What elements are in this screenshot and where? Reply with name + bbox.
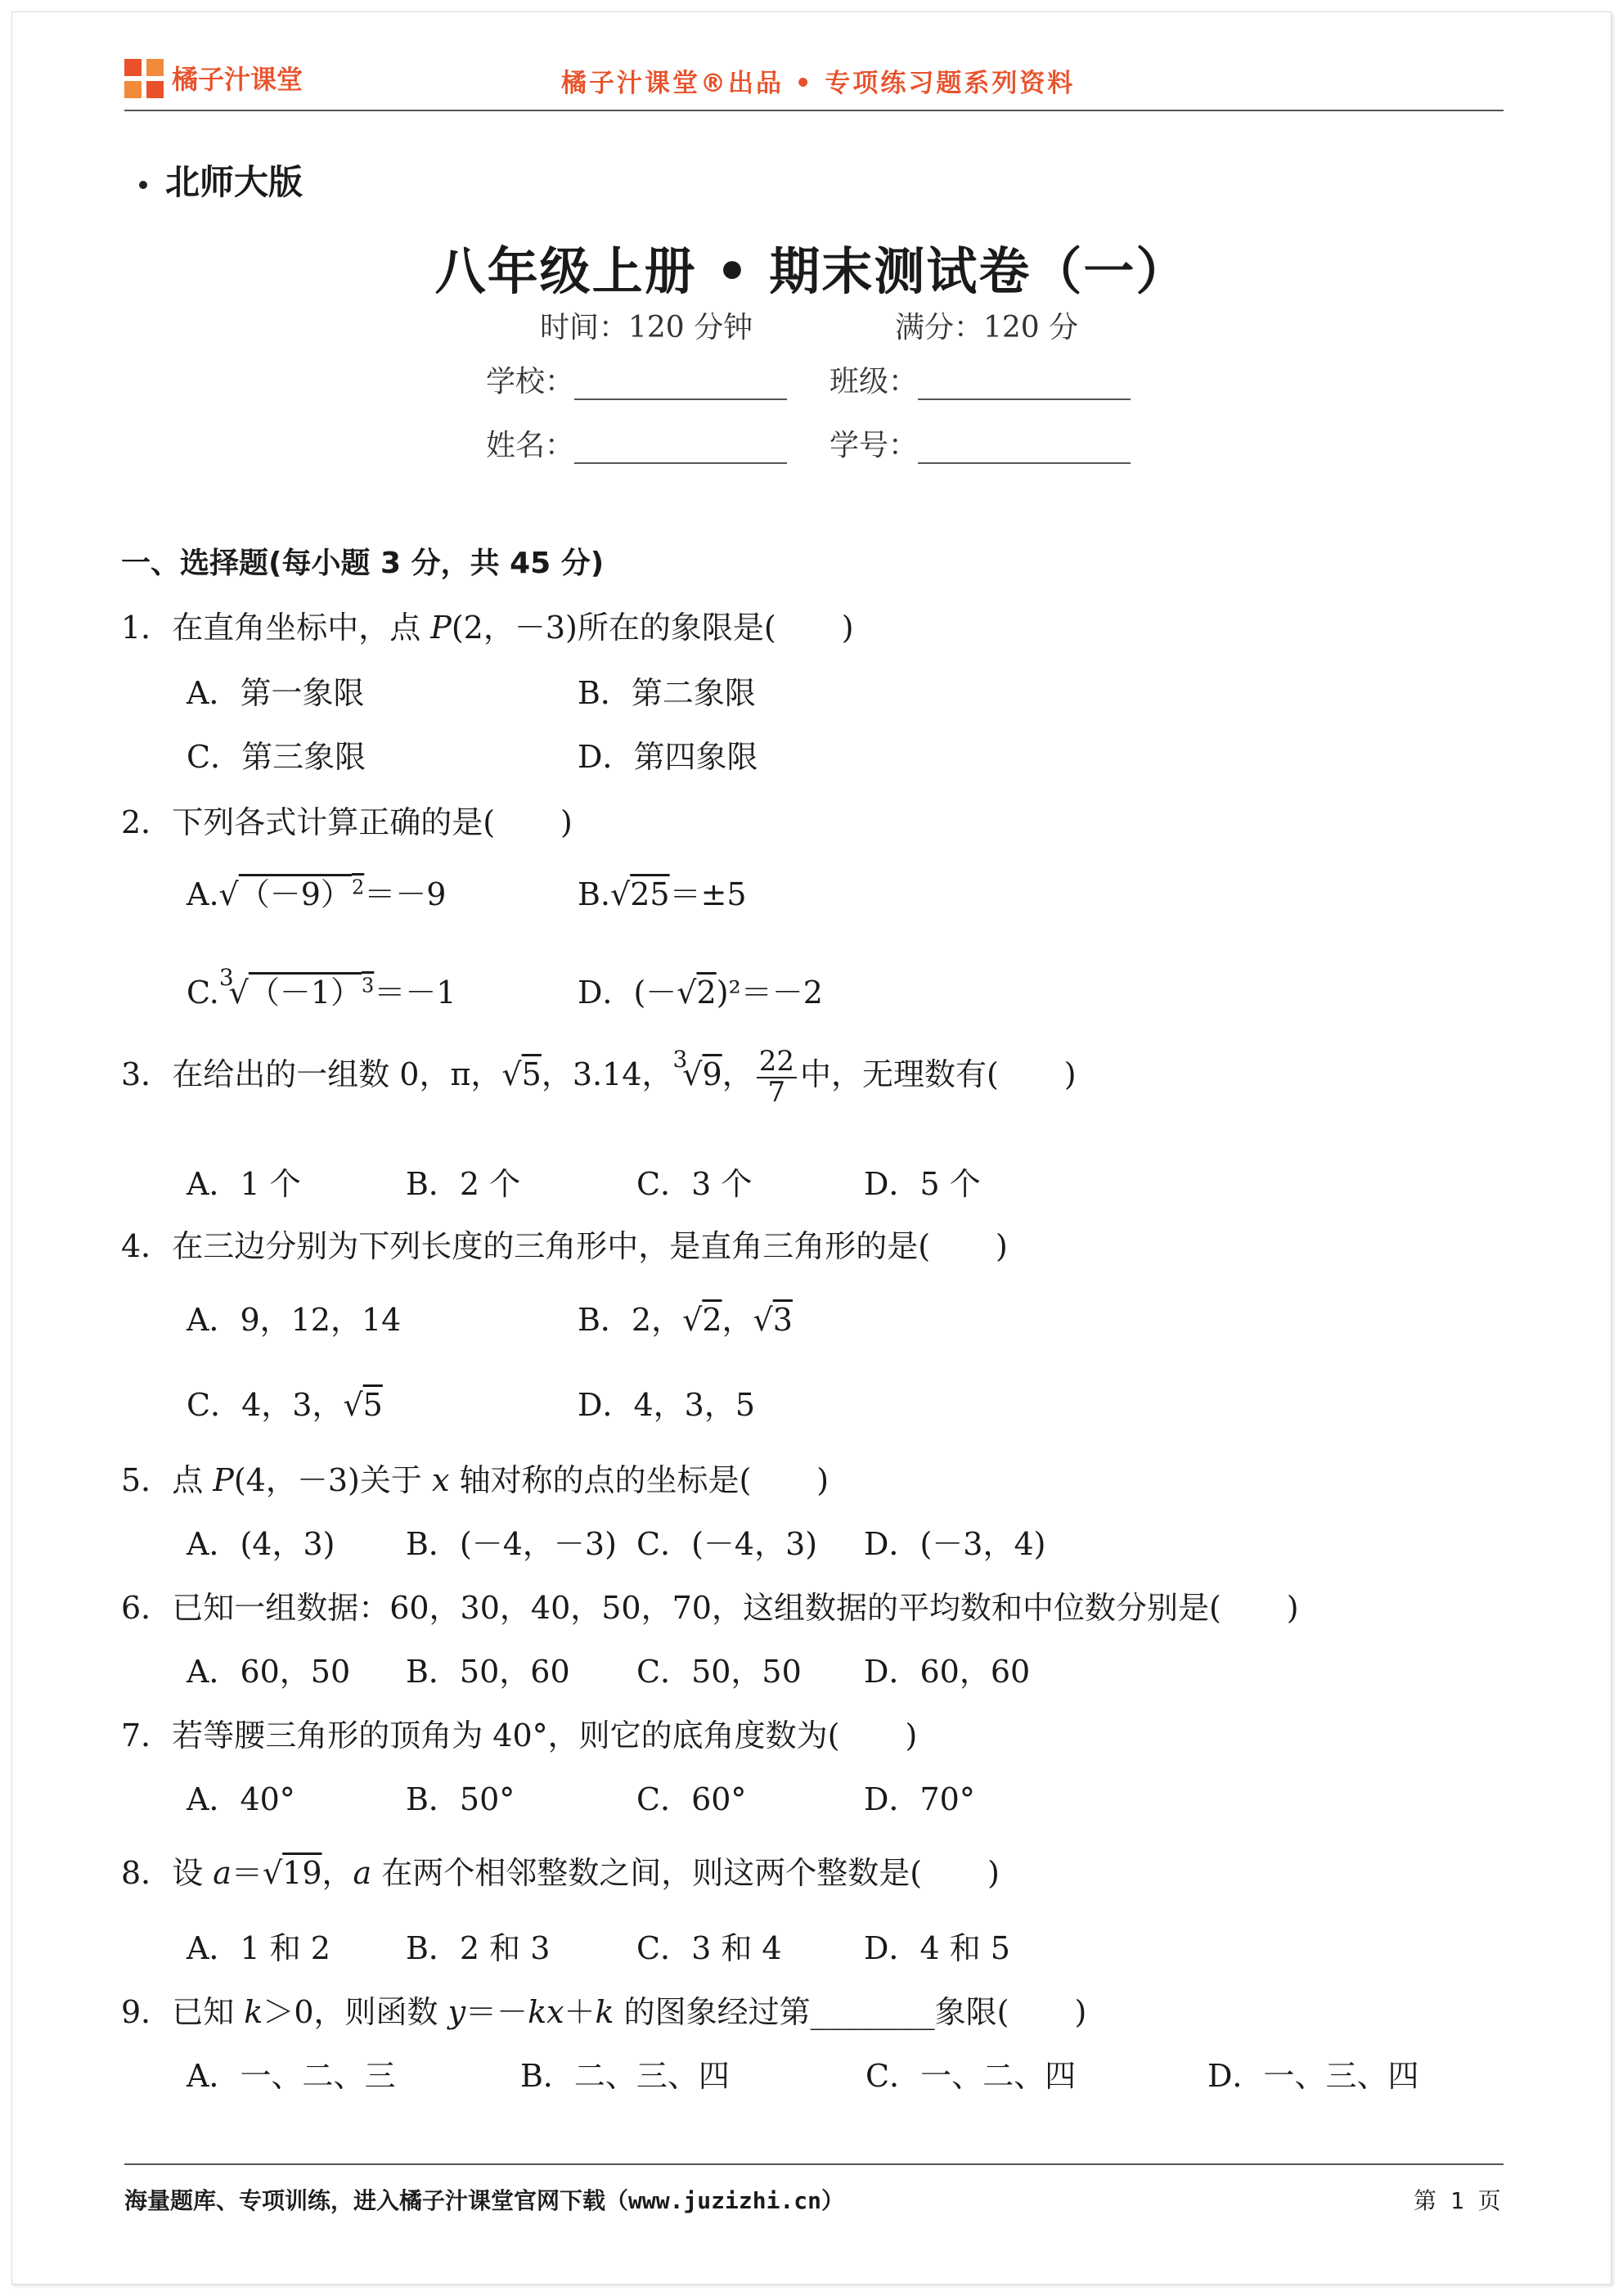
q3-option-c[interactable]: C．3 个 [636, 1166, 753, 1202]
q5-option-c[interactable]: C．(－4，3) [636, 1526, 818, 1562]
q9-answer-blank[interactable]: ________ [810, 1994, 935, 2030]
q7-option-d[interactable]: D．70° [864, 1781, 975, 1817]
q8-option-b[interactable]: B．2 和 3 [406, 1930, 551, 1966]
q4-option-c[interactable]: C．4，3，√5 [187, 1387, 383, 1423]
page-number: 第 1 页 [1414, 2187, 1501, 2214]
q9-option-b[interactable]: B．二、三、四 [520, 2058, 730, 2094]
q9-option-c[interactable]: C．一、二、四 [865, 2058, 1077, 2094]
q7-option-b[interactable]: B．50° [406, 1781, 515, 1817]
question-8: 8．设 a＝√19，a 在两个相邻整数之间，则这两个整数是( ) [121, 1855, 1000, 1891]
exam-title: 八年级上册 • 期末测试卷（一） [434, 241, 1189, 301]
question-3: 3．在给出的一组数 0，π，√5，3.14，$^3$√9， $\frac{22}{7}$ 中，无理数有( ) [121, 1045, 1077, 1109]
q3-option-a[interactable]: A．1 个 [187, 1166, 301, 1202]
q4-option-b[interactable]: B．2，√2，√3 [578, 1302, 793, 1338]
q2-option-a[interactable]: $A.√(-9)^2=-9$ [187, 876, 447, 912]
class-field[interactable]: 班级： [829, 358, 1131, 400]
brand-name: 橘子汁课堂 [172, 64, 303, 95]
section-heading: 一、选择题(每小题 3 分，共 45 分) [121, 547, 605, 580]
q3-option-d[interactable]: D．5 个 [864, 1166, 981, 1202]
q9-option-d[interactable]: D．一、三、四 [1207, 2058, 1419, 2094]
question-5: 5．点 P(4，－3)关于 x 轴对称的点的坐标是( ) [121, 1462, 829, 1498]
name-field[interactable]: 姓名： [486, 422, 787, 464]
question-1: 1．在直角坐标中，点 P(2，－3)所在的象限是( ) [121, 610, 854, 646]
q3-option-b[interactable]: B．2 个 [406, 1166, 521, 1202]
q6-option-a[interactable]: A．60，50 [187, 1654, 351, 1690]
q1-option-d[interactable]: D．第四象限 [578, 739, 758, 775]
fraction-22-7: $\frac{22}{7}$ [757, 1047, 797, 1107]
footer-promo: 海量题库、专项训练，进入橘子汁课堂官网下载（www.juzizhi.cn） [124, 2187, 845, 2214]
q5-option-d[interactable]: D．(－3，4) [864, 1526, 1046, 1562]
exam-score: 满分：120 分 [895, 311, 1079, 344]
q7-option-a[interactable]: A．40° [187, 1781, 295, 1817]
q8-option-c[interactable]: C．3 和 4 [636, 1930, 782, 1966]
q6-option-c[interactable]: C．50，50 [636, 1654, 802, 1690]
q2-option-b[interactable]: B.√25＝±5 [578, 876, 747, 912]
q8-option-a[interactable]: A．1 和 2 [187, 1930, 330, 1966]
q7-option-c[interactable]: C．60° [636, 1781, 747, 1817]
q5-option-b[interactable]: B．(－4，－3) [406, 1526, 617, 1562]
bullet-icon [139, 181, 147, 189]
q9-option-a[interactable]: A．一、二、三 [187, 2058, 396, 2094]
q1-option-b[interactable]: B．第二象限 [578, 675, 756, 711]
q4-option-d[interactable]: D．4，3，5 [578, 1387, 755, 1423]
q2-option-c[interactable]: $C.^3√(-1)^3=-1$ [187, 964, 456, 1011]
id-field[interactable]: 学号： [829, 422, 1131, 464]
question-2: 2．下列各式计算正确的是( ) [121, 804, 573, 840]
q1-option-a[interactable]: A．第一象限 [187, 675, 365, 711]
edition-label: 北师大版 [139, 155, 303, 205]
q2-option-d[interactable]: D．(－√2)²＝－2 [578, 975, 823, 1011]
question-9: 9．已知 k＞0，则函数 y＝－kx＋k 的图象经过第________象限( ) [121, 1994, 1087, 2030]
exam-time: 时间：120 分钟 [540, 311, 753, 344]
q6-option-b[interactable]: B．50，60 [406, 1654, 570, 1690]
q6-option-d[interactable]: D．60，60 [864, 1654, 1031, 1690]
question-7: 7．若等腰三角形的顶角为 40°，则它的底角度数为( ) [121, 1717, 918, 1754]
brand-logo-icon [124, 59, 165, 100]
question-6: 6．已知一组数据：60，30，40，50，70，这组数据的平均数和中位数分别是( ) [121, 1590, 1299, 1626]
q4-option-a[interactable]: A．9，12，14 [187, 1302, 402, 1338]
header-divider [124, 110, 1504, 111]
q1-option-c[interactable]: C．第三象限 [187, 739, 366, 775]
header-title: 橘子汁课堂®出品 • 专项练习题系列资料 [561, 69, 1076, 98]
question-4: 4．在三边分别为下列长度的三角形中，是直角三角形的是( ) [121, 1228, 1008, 1264]
q8-option-d[interactable]: D．4 和 5 [864, 1930, 1010, 1966]
q5-option-a[interactable]: A．(4，3) [187, 1526, 335, 1562]
footer-divider [124, 2163, 1504, 2165]
school-field[interactable]: 学校： [486, 358, 787, 400]
